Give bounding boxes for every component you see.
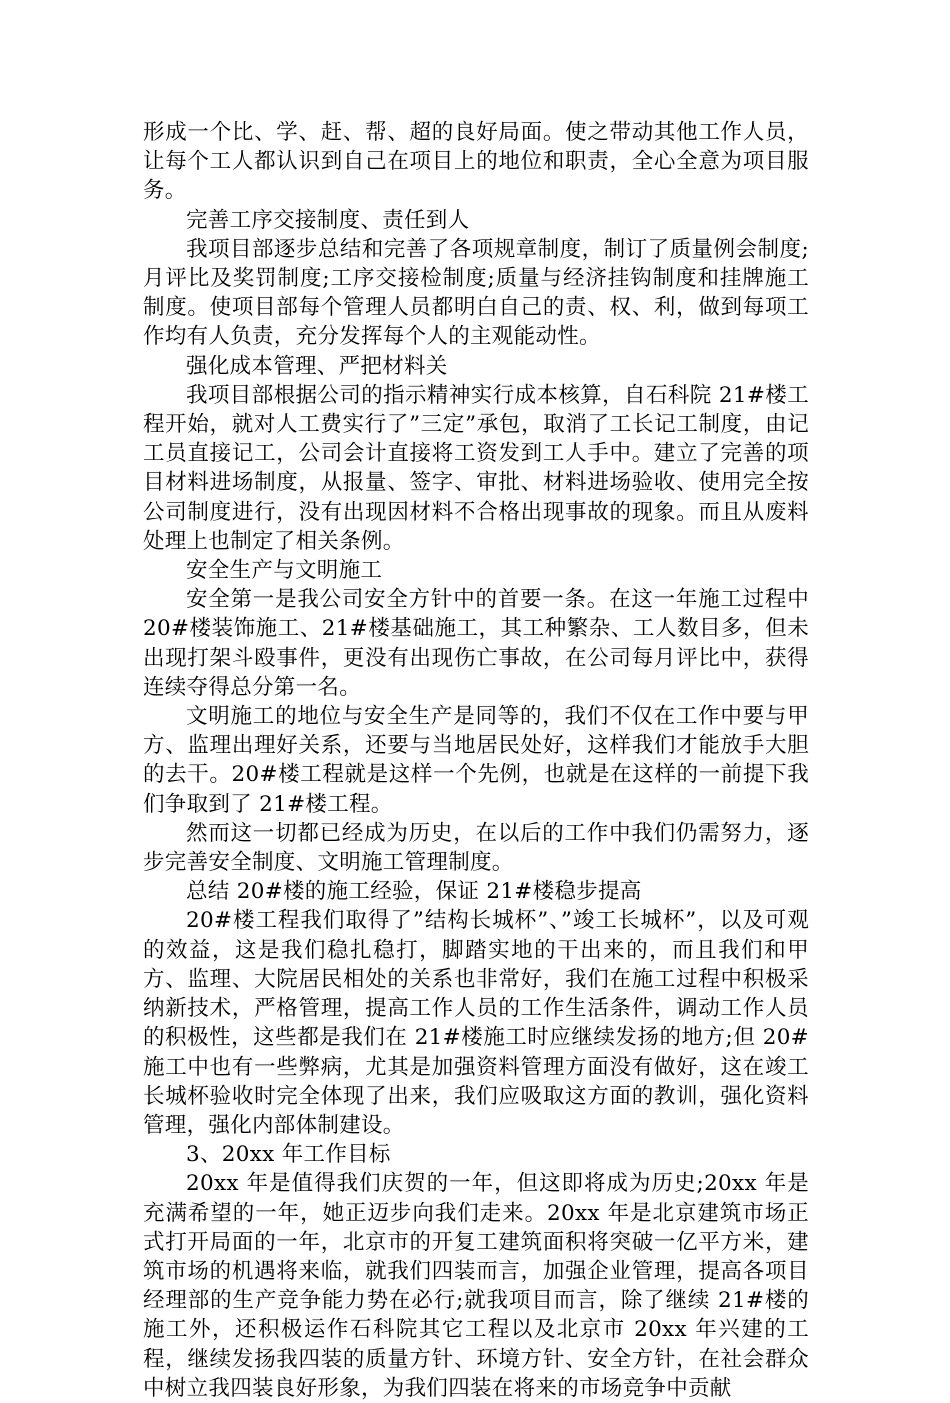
paragraph-safety-first: 安全第一是我公司安全方针中的首要一条。在这一年施工过程中 20#楼装饰施工、21#楼基础施工，其工种繁杂、工人数目多，但未出现打架斗殴事件，更没有出现伤亡事故，在公司每月评比中，获得连续夺得总分第一名。 bbox=[143, 587, 809, 700]
paragraph-cost-accounting: 我项目部根据公司的指示精神实行成本核算，自石科院 21#楼工程开始，就对人工费实行了”三定”承包，取消了工长记工制度，由记工员直接记工，公司会计直接将工资发到工人手中。建立了完善的项目材料进场制度，从报量、签字、审批、材料进场验收、使用完全按公司制度进行，没有出现因材料不合格出现事故的现象。而且从废料处理上也制定了相关条例。 bbox=[143, 382, 809, 554]
section-heading-cost: 强化成本管理、严把材料关 bbox=[186, 353, 448, 379]
paragraph-regulations: 我项目部逐步总结和完善了各项规章制度，制订了质量例会制度;月评比及奖罚制度;工序交接检制度;质量与经济挂钩制度和挂牌施工制度。使项目部每个管理人员都明白自己的责、权、利，做到每项工作均有人负责，充分发挥每个人的主观能动性。 bbox=[143, 236, 809, 350]
paragraph-civilized-construction: 文明施工的地位与安全生产是同等的，我们不仅在工作中要与甲方、监理出理好关系，还要与当地居民处好，这样我们才能放手大胆的去干。20#楼工程就是这样一个先例，也就是在这样的一前提下我们争取到了 21#楼工程。 bbox=[143, 704, 809, 817]
paragraph-team-spirit: 形成一个比、学、赶、帮、超的良好局面。使之带动其他工作人员，让每个工人都认识到自己在项目上的地位和职责，全心全意为项目服务。 bbox=[143, 120, 809, 204]
section-heading-goals: 3、20xx 年工作目标 bbox=[186, 1142, 391, 1168]
section-heading-handover: 完善工序交接制度、责任到人 bbox=[186, 207, 470, 233]
section-heading-experience: 总结 20#楼的施工经验，保证 21#楼稳步提高 bbox=[186, 879, 642, 905]
paragraph-experience-summary: 20#楼工程我们取得了”结构长城杯”、”竣工长城杯”，以及可观的效益，这是我们稳扎稳打，脚踏实地的干出来的，而且我们和甲方、监理、大院居民相处的关系也非常好，我们在施工过程中积极采纳新技术，严格管理，提高工作人员的工作生活条件，调动工作人员的积极性，这些都是我们在 21#楼施工时应继续发扬的地方;但 20#施工中也有一些弊病，尤其是加强资料管理方面没有做好，这在竣工长城杯验收时完全体现了出来，我们应吸取这方面的教训，强化资料管理，强化内部体制建设。 bbox=[143, 908, 809, 1138]
paragraph-goals: 20xx 年是值得我们庆贺的一年，但这即将成为历史;20xx 年是充满希望的一年，她正迈步向我们走来。20xx 年是北京建筑市场正式打开局面的一年，北京市的开复工建筑面积将突破一亿平方米，建筑市场的机遇将来临，就我们四装而言，加强企业管理，提高各项目经理部的生产竞争能力势在必行;就我项目而言，除了继续 21#楼的施工外，还积极运作石科院其它工程以及北京市 20xx 年兴建的工程，继续发扬我四装的质量方针、环境方针、安全方针，在社会群众中树立我四装良好形象，为我们四装在将来的市场竞争中贡献 bbox=[143, 1171, 809, 1401]
paragraph-history: 然而这一切都已经成为历史，在以后的工作中我们仍需努力，逐步完善安全制度、文明施工管理制度。 bbox=[143, 820, 809, 876]
section-heading-safety: 安全生产与文明施工 bbox=[186, 558, 383, 584]
document-body bbox=[143, 118, 809, 1403]
